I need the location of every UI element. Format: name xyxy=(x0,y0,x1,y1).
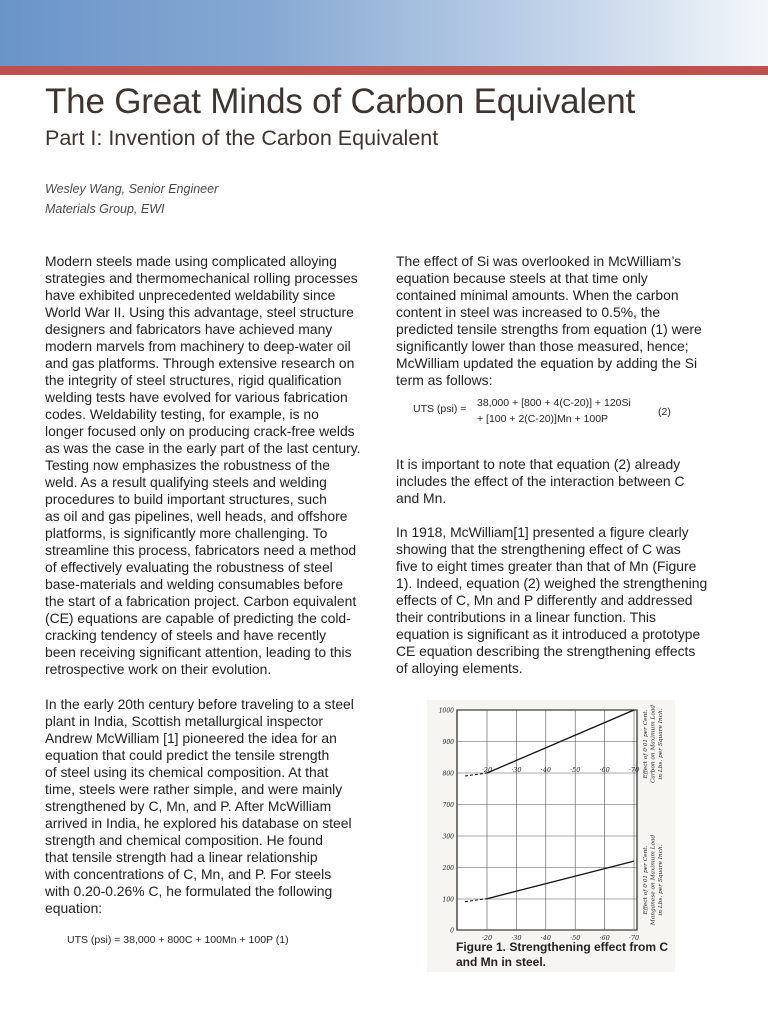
col1-paragraph-1-line: retrospective work on their evolution. xyxy=(45,661,272,677)
col1-paragraph-2-line: with 0.20-0.26% C, he formulated the following xyxy=(45,883,333,899)
col1-paragraph-1-line: Modern steels made using complicated alloying xyxy=(45,253,337,269)
x-tick-label: ·70 xyxy=(628,934,640,942)
header-rule xyxy=(0,66,768,75)
col2-paragraph-2-line: includes the effect of the interaction between C xyxy=(396,473,685,489)
col1-paragraph-2-line: with concentrations of C, Mn, and P. For steels xyxy=(45,866,332,882)
figure-caption-line: Figure 1. Strengthening effect from C xyxy=(456,940,669,954)
y-tick-label: 200 xyxy=(442,865,454,872)
y-tick-label: 100 xyxy=(442,896,454,904)
col1-paragraph-1-line: streamline this process, fabricators need a method xyxy=(45,542,357,558)
col2-paragraph-3-line: effects of C, Mn and P differently and addressed xyxy=(396,592,693,608)
col1-paragraph-1-line: as was the case in the early part of the last century. xyxy=(45,440,361,456)
figure-1 xyxy=(427,700,675,972)
figure-1-chart xyxy=(427,700,675,972)
col1-paragraph-1-line: Testing now emphasizes the robustness of the xyxy=(45,457,330,473)
manganese-effect-label-line: in Lbs. per Square Inch. xyxy=(658,844,664,916)
col1-paragraph-1-line: of effectively evaluating the robustness of steel xyxy=(45,559,333,575)
col1-paragraph-1-line: cracking tendency of steels and have recently xyxy=(45,627,327,643)
manganese-effect-label xyxy=(643,835,664,927)
col2-paragraph-3-line: five to eight times greater than that of Mn (Figure xyxy=(396,558,697,574)
col1-paragraph-1-line: World War II. Using this advantage, steel structure xyxy=(45,304,354,320)
carbon-effect-label-line: in Lbs. per Square Inch. xyxy=(658,708,664,780)
col2-paragraph-3-line: equation is significant as it introduced a prototype xyxy=(396,626,701,642)
col1-paragraph-2-line: strength and chemical composition. He found xyxy=(45,832,323,848)
author-line: Wesley Wang, Senior Engineer xyxy=(45,182,219,196)
col1-paragraph-1-line: as oil and gas pipelines, well heads, and offshore xyxy=(45,508,348,524)
col1-paragraph-1-line: and gas platforms. Through extensive research on xyxy=(45,355,355,371)
col1-paragraph-2-line: equation: xyxy=(45,900,103,916)
x-tick-label: ·20 xyxy=(481,934,493,942)
col1-paragraph-2-line: plant in India, Scottish metallurgical inspector xyxy=(45,713,323,729)
y-tick-label: 1000 xyxy=(438,707,454,715)
plot-frame xyxy=(457,710,640,930)
col1-paragraph-1-line: the integrity of steel structures, rigid qualification xyxy=(45,372,342,388)
col1-paragraph-2-line: equation that could predict the tensile strength xyxy=(45,747,330,763)
x-tick-label-upper: ·60 xyxy=(599,766,610,774)
col1-paragraph-2-line: that tensile strength had a linear relationship xyxy=(45,849,318,865)
col1-paragraph-2-line: time, steels were rather simple, and were mainly xyxy=(45,781,343,797)
col2-paragraph-2-line: It is important to note that equation (2) already xyxy=(396,456,681,472)
col1-paragraph-1-line: codes. Weldability testing, for example, is no xyxy=(45,406,319,422)
col2-paragraph-1-line: McWilliam updated the equation by adding the Si xyxy=(396,355,698,371)
col2-paragraph-3-line: 1). Indeed, equation (2) weighed the strengthening xyxy=(396,575,708,591)
col1-paragraph-1 xyxy=(45,253,361,678)
x-tick-label-upper: ·30 xyxy=(511,766,522,774)
col2-paragraph-3-line: of alloying elements. xyxy=(396,660,523,676)
col2-paragraph-1-line: significantly lower than those measured, hence; xyxy=(396,338,689,354)
equation-1: UTS (psi) = 38,000 + 800C + 100Mn + 100P (1) xyxy=(67,934,289,946)
manganese-effect-label-line: Effect of 0·01 per Cent. xyxy=(643,845,649,915)
y-tick-label: 900 xyxy=(442,739,454,746)
x-tick-label: ·40 xyxy=(540,934,551,942)
header-banner xyxy=(0,0,768,66)
x-tick-label-upper: ·50 xyxy=(570,766,581,774)
col1-paragraph-1-line: base-materials and welding consumables before xyxy=(45,576,344,592)
y-tick-label: 800 xyxy=(442,770,454,778)
col2-paragraph-1-line: equation because steels at that time only xyxy=(396,270,648,286)
x-tick-label: ·60 xyxy=(599,934,610,942)
col1-paragraph-2-line: In the early 20th century before traveling to a steel xyxy=(45,696,354,712)
equation-2-number: (2) xyxy=(658,406,671,418)
x-tick-label-upper: ·20 xyxy=(481,766,493,774)
col2-paragraph-1-line: The effect of Si was overlooked in McWilliam’s xyxy=(396,253,682,269)
col2-paragraph-3-line: In 1918, McWilliam[1] presented a figure clearly xyxy=(396,524,689,540)
col2-paragraph-3-line: showing that the strengthening effect of C was xyxy=(396,541,681,557)
col2-paragraph-3 xyxy=(396,524,707,677)
y-tick-label: 700 xyxy=(442,802,454,809)
col2-paragraph-2-line: and Mn. xyxy=(396,490,447,506)
carbon-effect-label-line: Effect of 0·01 per Cent. xyxy=(643,709,649,779)
col1-paragraph-1-line: have exhibited unprecedented weldability since xyxy=(45,287,336,303)
figure-caption-line: and Mn in steel. xyxy=(456,955,547,969)
col2-paragraph-1 xyxy=(396,253,702,389)
article-title: The Great Minds of Carbon Equivalent xyxy=(45,82,636,121)
col2-paragraph-3-line: CE equation describing the strengthening effects xyxy=(396,643,696,659)
article-subtitle: Part I: Invention of the Carbon Equivalent xyxy=(45,126,439,150)
col1-paragraph-2-line: of steel using its chemical composition. At that xyxy=(45,764,329,780)
col2-paragraph-1-line: contained minimal amounts. When the carbon xyxy=(396,287,679,303)
equation-2-line1: 38,000 + [800 + 4(C-20)] + 120Si xyxy=(477,397,631,409)
figure-1-caption xyxy=(456,940,668,970)
x-tick-label: ·50 xyxy=(570,934,581,942)
y-tick-label: 300 xyxy=(442,833,454,841)
col1-paragraph-1-line: been receiving significant attention, leading to this xyxy=(45,644,352,660)
col1-paragraph-1-line: longer focused only on producing crack-free welds xyxy=(45,423,355,439)
manganese-effect-label-line: Manganese on Maximum Load xyxy=(650,834,657,926)
col1-paragraph-1-line: (CE) equations are capable of predicting the cold- xyxy=(45,610,351,626)
col1-paragraph-1-line: designers and fabricators have achieved many xyxy=(45,321,333,337)
col1-paragraph-1-line: strategies and thermomechanical rolling processes xyxy=(45,270,358,286)
x-tick-label-upper: ·70 xyxy=(628,766,640,774)
col1-paragraph-1-line: the start of a fabrication project. Carbon equivalent xyxy=(45,593,357,609)
col2-paragraph-1-line: term as follows: xyxy=(396,372,493,388)
col1-paragraph-1-line: weld. As a result qualifying steels and welding xyxy=(45,474,327,490)
col1-paragraph-1-line: procedures to build important structures, such xyxy=(45,491,327,507)
col2-paragraph-2 xyxy=(396,456,685,507)
col1-paragraph-2-line: Andrew McWilliam [1] pioneered the idea for an xyxy=(45,730,337,746)
col2-paragraph-1-line: predicted tensile strengths from equation (1) were xyxy=(396,321,702,337)
affiliation-line: Materials Group, EWI xyxy=(45,202,165,216)
col1-paragraph-1-line: modern marvels from machinery to deep-water oil xyxy=(45,338,351,354)
carbon-effect-label xyxy=(643,705,664,783)
x-tick-label: ·30 xyxy=(511,934,522,942)
x-tick-label-upper: ·40 xyxy=(540,766,551,774)
col2-paragraph-3-line: their contributions in a linear function. This xyxy=(396,609,656,625)
carbon-effect-label-line: Carbon on Maximum Load xyxy=(650,704,657,784)
col1-paragraph-2 xyxy=(45,696,354,917)
col1-paragraph-1-line: welding tests have evolved for various fabrication xyxy=(45,389,348,405)
y-tick-label: 0 xyxy=(450,927,454,935)
col1-paragraph-1-line: platforms, is significantly more challenging. To xyxy=(45,525,328,541)
col2-paragraph-1-line: content in steel was increased to 0.5%, the xyxy=(396,304,661,320)
col1-paragraph-2-line: strengthened by C, Mn, and P. After McWilliam xyxy=(45,798,332,814)
equation-2-lhs: UTS (psi) = xyxy=(413,403,467,415)
col1-paragraph-2-line: arrived in India, he explored his database on steel xyxy=(45,815,352,831)
equation-2-line2: + [100 + 2(C-20)]Mn + 100P xyxy=(477,413,609,425)
